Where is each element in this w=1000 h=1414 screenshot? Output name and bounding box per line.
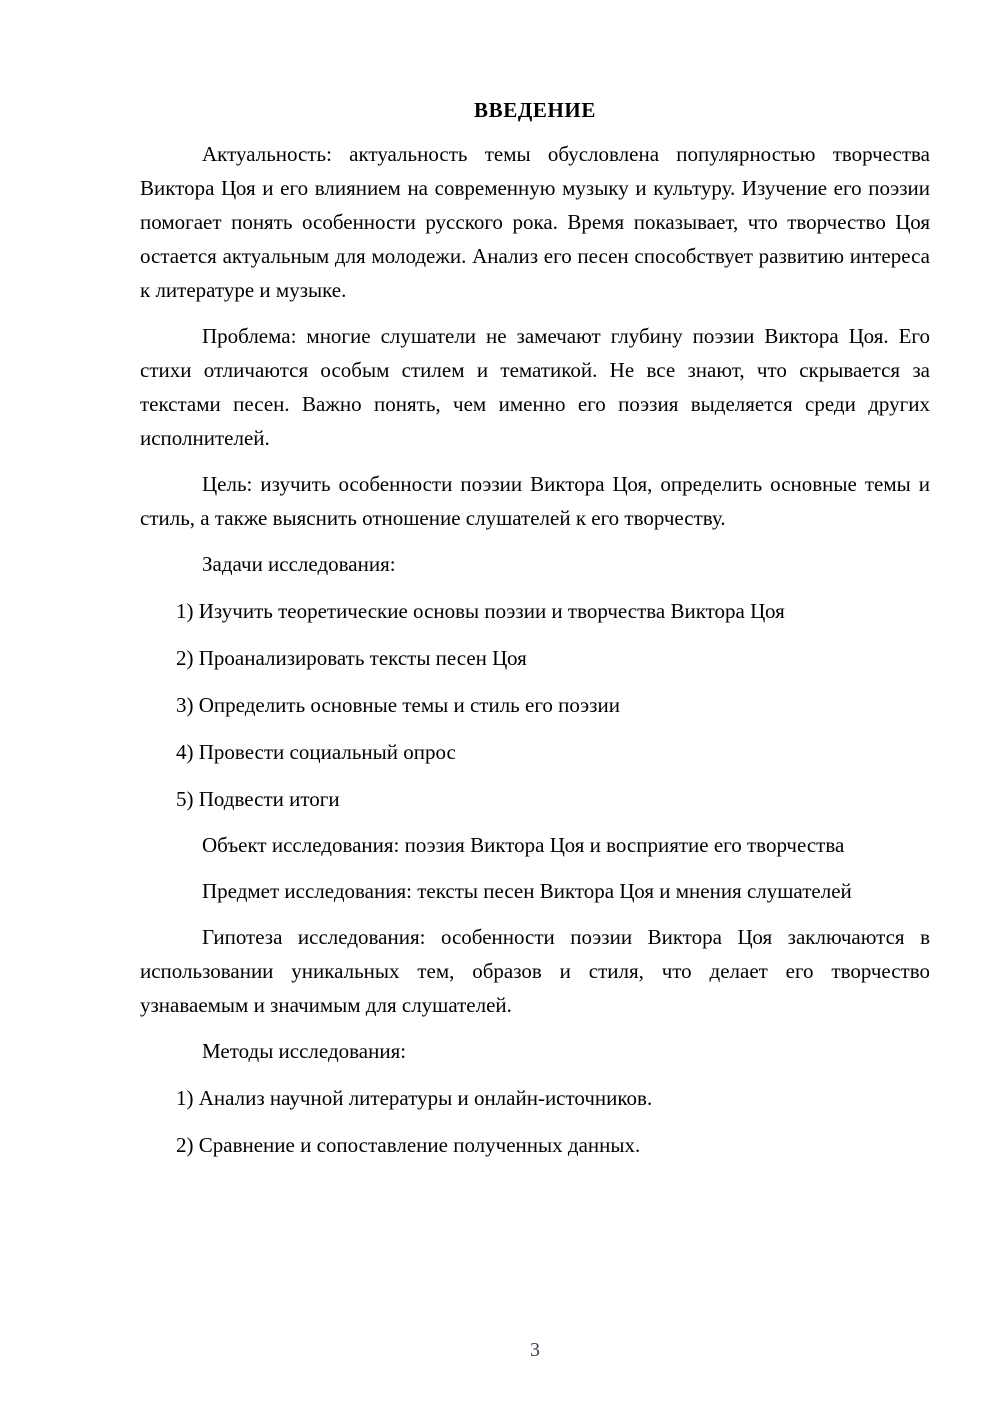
paragraph-tasks-heading: Задачи исследования: <box>202 552 396 576</box>
task-item-3: 3) Определить основные темы и стиль его поэзии <box>176 693 620 717</box>
paragraph-subject: Предмет исследования: тексты песен Виктора Цоя и мнения слушателей <box>202 879 852 903</box>
method-item-1: 1) Анализ научной литературы и онлайн-источников. <box>176 1086 653 1110</box>
paragraph-problem: Проблема: многие слушатели не замечают глубину поэзии Виктора Цоя. Его стихи отличаются особым стилем и тематикой. Не все знают, что скрывается за текстами песен. Важно понять, чем именно его поэзия выделяется среди других исполнителей. <box>140 324 930 450</box>
paragraph-goal: Цель: изучить особенности поэзии Виктора Цоя, определить основные темы и стиль, а также выяснить отношение слушателей к его творчеству. <box>140 472 930 530</box>
page-number: 3 <box>530 1339 540 1361</box>
page-title: ВВЕДЕНИЕ <box>474 98 596 122</box>
paragraph-hypothesis: Гипотеза исследования: особенности поэзии Виктора Цоя заключаются в использовании уникальных тем, образов и стиля, что делает его творчество узнаваемым и значимым для слушателей. <box>140 925 930 1017</box>
task-item-4: 4) Провести социальный опрос <box>176 740 456 764</box>
paragraph-methods-heading: Методы исследования: <box>202 1039 407 1063</box>
paragraph-relevance: Актуальность: актуальность темы обусловлена популярностью творчества Виктора Цоя и его влиянием на современную музыку и культуру. Изучение его поэзии помогает понять особенности русского рока. Время показывает, что творчество Цоя остается актуальным для молодежи. Анализ его песен способствует развитию интереса к литературе и музыке. <box>140 142 930 302</box>
task-item-5: 5) Подвести итоги <box>176 787 340 811</box>
paragraph-object: Объект исследования: поэзия Виктора Цоя и восприятие его творчества <box>202 833 845 857</box>
task-item-1: 1) Изучить теоретические основы поэзии и творчества Виктора Цоя <box>176 599 785 623</box>
task-item-2: 2) Проанализировать тексты песен Цоя <box>176 646 527 670</box>
method-item-2: 2) Сравнение и сопоставление полученных данных. <box>176 1133 641 1157</box>
